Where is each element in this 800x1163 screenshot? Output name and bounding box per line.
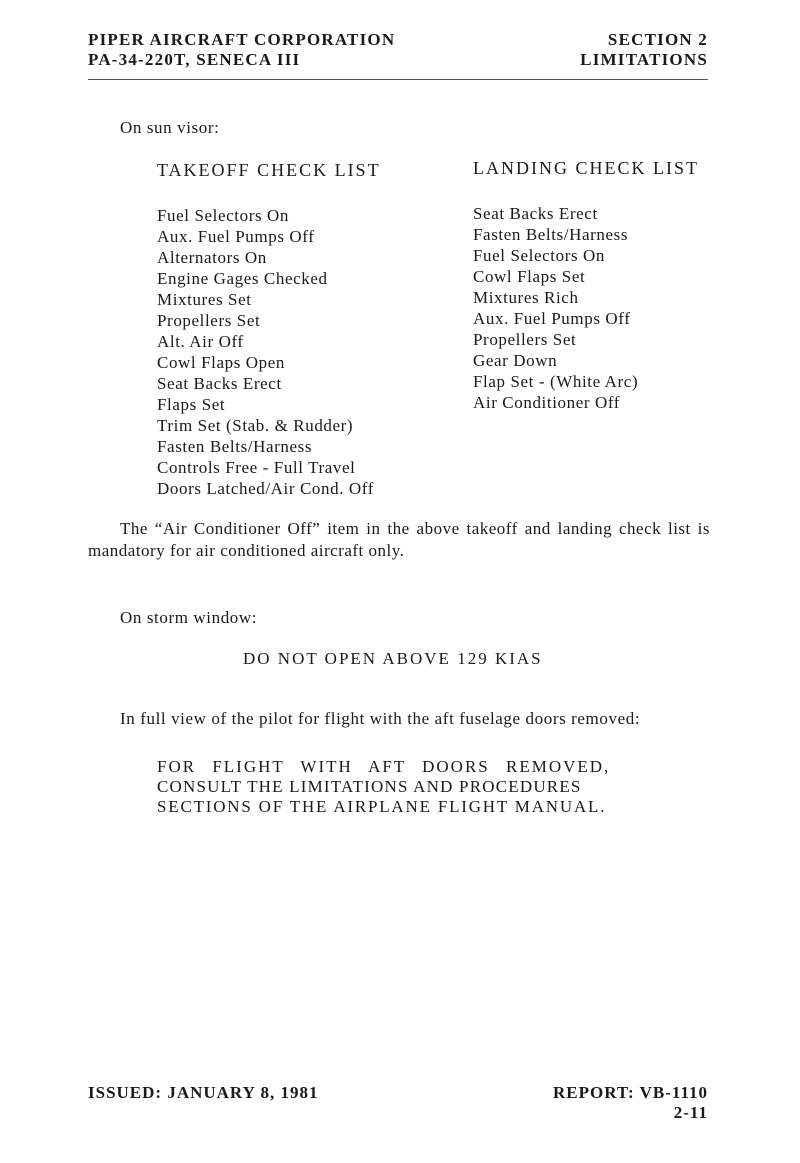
header-company (88, 30, 395, 70)
aft-doors-placard (157, 757, 610, 817)
storm-window-placard: DO NOT OPEN ABOVE 129 KIAS (243, 649, 543, 668)
landing-checklist-title: LANDING CHECK LIST (473, 158, 699, 178)
checklist-item: Aux. Fuel Pumps Off (473, 309, 631, 328)
report-number: REPORT: VB-1110 (553, 1083, 708, 1102)
checklist-item: Controls Free - Full Travel (157, 458, 356, 477)
aft-doors-intro: In full view of the pilot for flight with the aft fuselage doors removed: (120, 709, 641, 728)
checklist-item: Flap Set - (White Arc) (473, 372, 639, 391)
section-title: LIMITATIONS (580, 50, 708, 69)
checklist-item: Fasten Belts/Harness (157, 437, 313, 456)
takeoff-checklist-title: TAKEOFF CHECK LIST (157, 160, 381, 180)
checklist-item: Cowl Flaps Open (157, 353, 285, 372)
checklist-item: Trim Set (Stab. & Rudder) (157, 416, 354, 435)
placard-line: SECTIONS OF THE AIRPLANE FLIGHT MANUAL. (157, 797, 607, 816)
takeoff-checklist (157, 160, 381, 499)
company-name: PIPER AIRCRAFT CORPORATION (88, 30, 396, 49)
checklist-item: Propellers Set (473, 330, 577, 349)
checklist-item: Air Conditioner Off (473, 393, 621, 412)
placard-line: CONSULT THE LIMITATIONS AND PROCEDURES (157, 777, 582, 796)
checklist-item: Cowl Flaps Set (473, 267, 586, 286)
page-number: 2-11 (673, 1103, 708, 1122)
checklist-item: Fuel Selectors On (473, 246, 606, 265)
placard-line: FOR FLIGHT WITH AFT DOORS REMOVED, (157, 757, 611, 776)
issued-date: ISSUED: JANUARY 8, 1981 (88, 1083, 319, 1102)
takeoff-checklist-items (157, 205, 381, 499)
checklist-item: Mixtures Rich (473, 288, 579, 307)
landing-checklist-items (473, 203, 699, 413)
footer-report (553, 1083, 708, 1123)
storm-window-intro: On storm window: (120, 608, 258, 627)
checklist-item: Seat Backs Erect (473, 204, 598, 223)
sun-visor-intro: On sun visor: (120, 118, 220, 137)
checklist-item: Engine Gages Checked (157, 269, 328, 288)
checklist-item: Seat Backs Erect (157, 374, 282, 393)
air-conditioner-note: The “Air Conditioner Off” item in the above takeoff and landing check list is mandatory for air conditioned aircraft only. (88, 519, 710, 560)
checklist-item: Alt. Air Off (157, 332, 244, 351)
landing-checklist (473, 158, 699, 413)
checklist-item: Propellers Set (157, 311, 261, 330)
checklist-item: Alternators On (157, 248, 267, 267)
header-section (580, 30, 708, 70)
checklist-item: Fuel Selectors On (157, 206, 290, 225)
section-number: SECTION 2 (607, 30, 708, 49)
checklist-item: Aux. Fuel Pumps Off (157, 227, 315, 246)
checklist-item: Mixtures Set (157, 290, 252, 309)
checklist-item: Fasten Belts/Harness (473, 225, 629, 244)
checklist-item: Gear Down (473, 351, 558, 370)
checklist-item: Flaps Set (157, 395, 226, 414)
header-rule (88, 79, 708, 80)
aircraft-model: PA-34-220T, SENECA III (88, 50, 301, 69)
checklist-item: Doors Latched/Air Cond. Off (157, 479, 375, 498)
